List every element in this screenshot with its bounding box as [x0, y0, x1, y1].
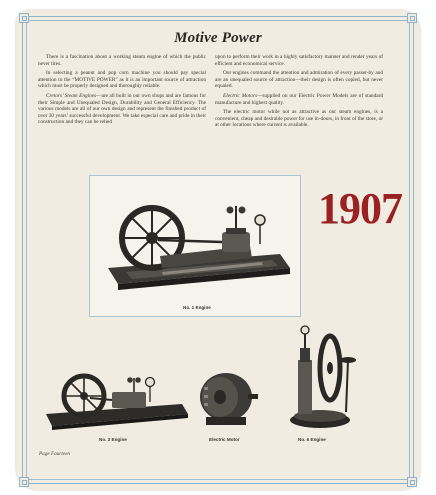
paragraph: upon to perform their work in a highly satisfactory manner and render years of efficient and economical service. — [215, 54, 383, 67]
left-text-column — [38, 54, 206, 129]
figure-caption: No. 6 Engine — [298, 437, 326, 442]
corner-ornament — [19, 477, 29, 487]
corner-ornament — [19, 13, 29, 23]
year-overlay: 1907 — [318, 184, 402, 233]
page-number: Page Fourteen — [39, 451, 70, 457]
electric-motor-illustration-icon — [190, 365, 262, 429]
main-engine-photo-frame — [89, 175, 301, 317]
paragraph: Cretors’ Steam Engines—are all built in our own shops and are famous for their Simple and Unequaled Design, Durability and General Efficiency. The various models are all of our own design and represent the finished product of over 30 years’ successful development. We take especial care and pride in their construction and they can be relied — [38, 92, 207, 126]
main-figure-caption: No. 1 Engine — [183, 305, 211, 310]
figure-caption: No. 3 Engine — [99, 437, 127, 442]
steam-engine-illustration-icon — [90, 176, 300, 316]
right-text-column — [215, 54, 383, 132]
corner-ornament — [407, 13, 417, 23]
vertical-engine-illustration-icon — [280, 320, 360, 432]
paragraph: Our engines command the attention and admiration of every passer-by and are an unequaled source of attraction—their design is often copied, but never equaled. — [215, 70, 383, 90]
paragraph: There is a fascination about a working steam engine of which the public never tires. — [38, 54, 206, 67]
paragraph: Electric Motors—supplied on our Electric Power Models are of standard manufacture and highest quality. — [215, 92, 383, 106]
figure-caption: Electric Motor — [209, 437, 240, 442]
paragraph: The electric motor while not as attractive as our steam engines, is a convenient, cheap and desirable power for use in-doors, in front of the store, or at other locations where current is available. — [215, 109, 383, 129]
page-title: Motive Power — [174, 30, 262, 46]
corner-ornament — [407, 477, 417, 487]
steam-engine-illustration-icon — [42, 360, 190, 432]
paragraph: In selecting a peanut and pop corn machine you should pay special attention to the “MOTIVE POWER” as it is an important source of attraction which must be properly designed and thoroughly reliable. — [38, 70, 206, 90]
